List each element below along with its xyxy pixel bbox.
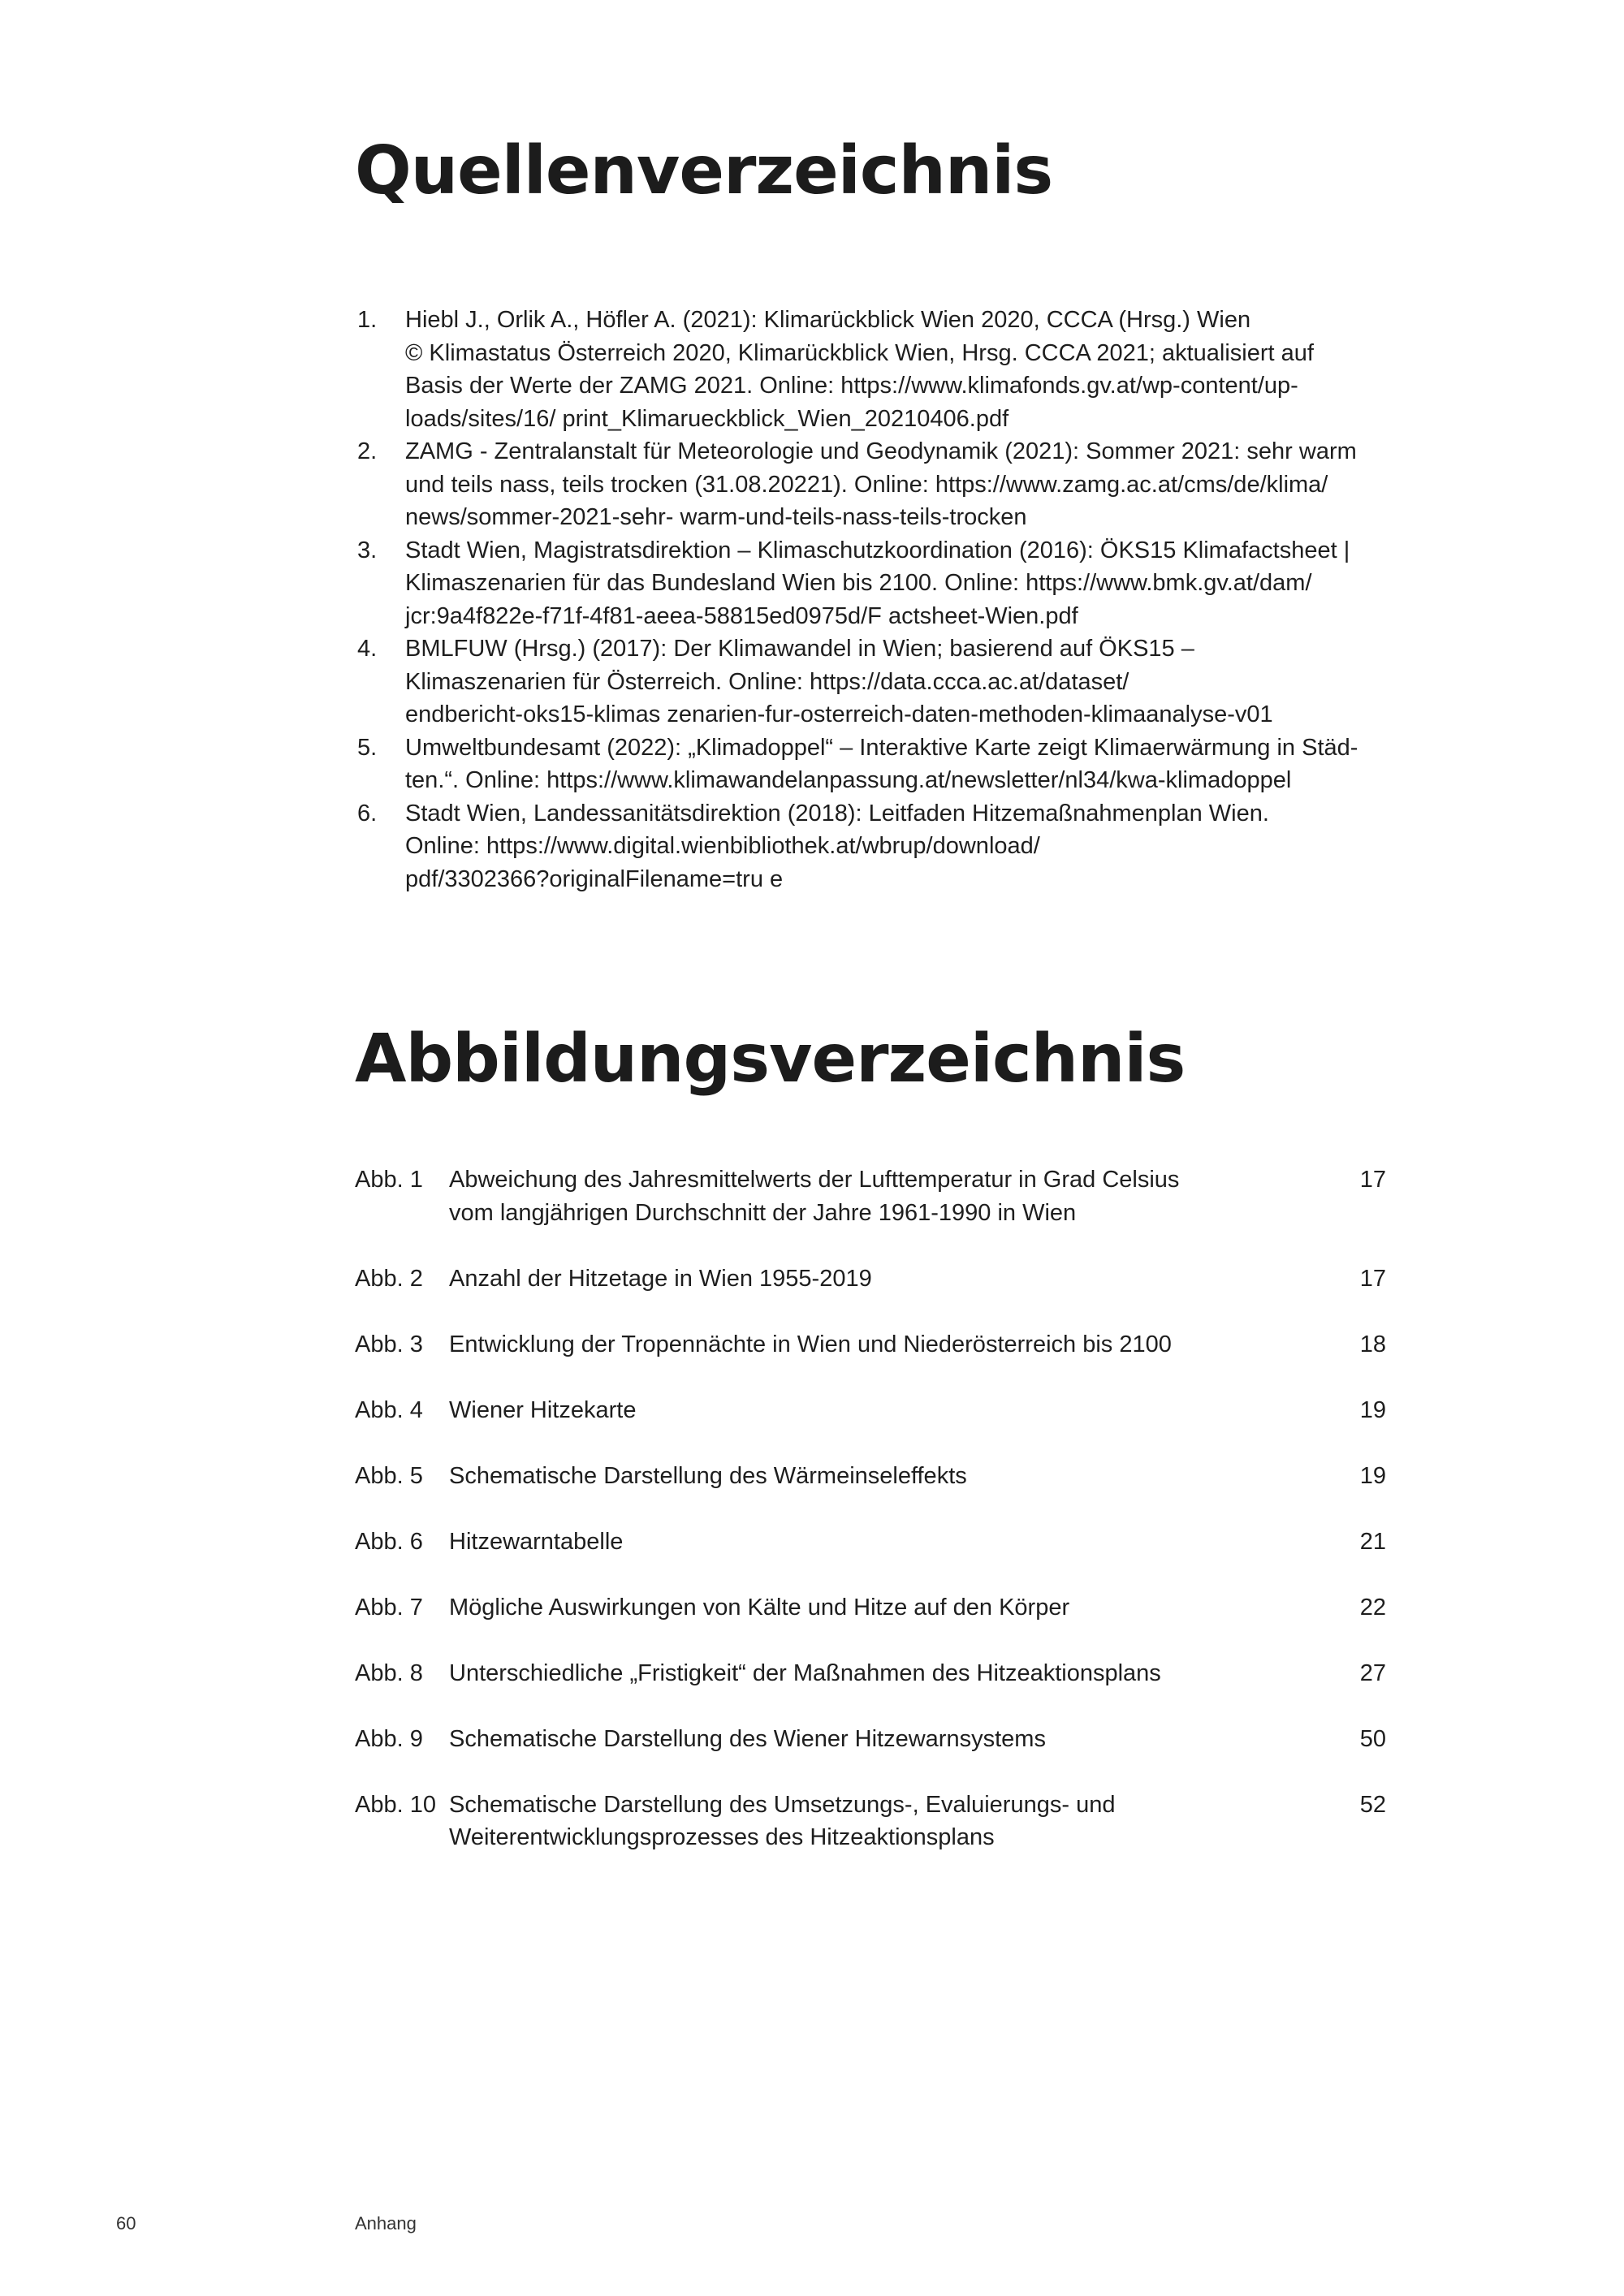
figure-label: Abb. 6 <box>355 1528 423 1555</box>
figure-caption <box>449 1328 1261 1362</box>
source-number: 3. <box>357 537 378 563</box>
figure-page-number: 17 <box>1359 1265 1386 1292</box>
source-text-line: Stadt Wien, Landessanitätsdirektion (2018): Leitfaden Hitzemaßnahmenplan Wien. <box>405 800 1269 826</box>
figure-page-number: 18 <box>1359 1331 1386 1357</box>
footer-section-label: Anhang <box>355 2213 417 2233</box>
figure-page-number: 17 <box>1359 1167 1386 1193</box>
source-item <box>357 534 1405 633</box>
figure-entry <box>355 1460 1394 1493</box>
source-number: 5. <box>357 734 378 761</box>
figure-entry <box>355 1789 1394 1854</box>
source-text-line: Klimaszenarien für das Bundesland Wien bis 2100. Online: https://www.bmk.gv.at/dam/ <box>405 570 1312 596</box>
figure-label: Abb. 8 <box>355 1659 423 1686</box>
source-number: 6. <box>357 800 378 826</box>
source-text-line: Umweltbundesamt (2022): „Klimadoppel“ – Interaktive Karte zeigt Klimaerwärmung in Städ- <box>405 734 1358 761</box>
source-text-line: endbericht-oks15-klimas zenarien-fur-osterreich-daten-methoden-klimaanalyse-v01 <box>405 701 1273 727</box>
sources-list <box>357 304 1405 896</box>
figure-page-number: 21 <box>1359 1528 1386 1555</box>
figure-entry <box>355 1657 1394 1690</box>
figure-caption-line: Schematische Darstellung des Umsetzungs-, Evaluierungs- und <box>449 1791 1116 1818</box>
figure-caption-line: Hitzewarntabelle <box>449 1528 624 1555</box>
figure-caption-line: Weiterentwicklungsprozesses des Hitzeaktionsplans <box>449 1824 995 1850</box>
figure-caption <box>449 1789 1261 1854</box>
source-text-line: Basis der Werte der ZAMG 2021. Online: https://www.klimafonds.gv.at/wp-content/up- <box>405 373 1298 399</box>
figure-caption-line: Schematische Darstellung des Wärmeinseleffekts <box>449 1462 967 1489</box>
figure-caption <box>449 1262 1261 1296</box>
figure-entry <box>355 1262 1394 1296</box>
figure-label: Abb. 1 <box>355 1167 423 1193</box>
figure-label: Abb. 9 <box>355 1725 423 1752</box>
figure-page-number: 27 <box>1359 1659 1386 1686</box>
sources-heading: Quellenverzeichnis <box>355 132 1053 209</box>
figure-page-number: 19 <box>1359 1462 1386 1489</box>
source-text-line: pdf/3302366?originalFilename=tru e <box>405 865 784 892</box>
figure-caption <box>449 1591 1261 1625</box>
figure-label: Abb. 4 <box>355 1396 423 1423</box>
figure-label: Abb. 3 <box>355 1331 423 1357</box>
source-number: 2. <box>357 438 378 464</box>
source-text-line: © Klimastatus Österreich 2020, Klimarückblick Wien, Hrsg. CCCA 2021; aktualisiert auf <box>405 339 1314 366</box>
source-text-line: jcr:9a4f822e-f71f-4f81-aeea-58815ed0975d/F actsheet-Wien.pdf <box>405 602 1078 629</box>
figure-entry <box>355 1723 1394 1756</box>
figures-list <box>355 1163 1394 1887</box>
source-item <box>357 732 1405 797</box>
source-item <box>357 797 1405 896</box>
source-text-line: BMLFUW (Hrsg.) (2017): Der Klimawandel in Wien; basierend auf ÖKS15 – <box>405 636 1194 662</box>
source-text-line: ten.“. Online: https://www.klimawandelanpassung.at/newsletter/nl34/kwa-klimadoppel <box>405 767 1292 793</box>
figure-caption-line: Abweichung des Jahresmittelwerts der Lufttemperatur in Grad Celsius <box>449 1167 1180 1193</box>
figure-entry <box>355 1328 1394 1362</box>
figure-caption-line: Anzahl der Hitzetage in Wien 1955-2019 <box>449 1265 872 1292</box>
source-text-line: und teils nass, teils trocken (31.08.20221). Online: https://www.zamg.ac.at/cms/de/klima/ <box>405 471 1328 498</box>
figure-page-number: 19 <box>1359 1396 1386 1423</box>
figure-page-number: 50 <box>1359 1725 1386 1752</box>
figure-page-number: 22 <box>1359 1594 1386 1621</box>
source-text-line: Hiebl J., Orlik A., Höfler A. (2021): Klimarückblick Wien 2020, CCCA (Hrsg.) Wien <box>405 307 1251 333</box>
source-text-line: Stadt Wien, Magistratsdirektion – Klimaschutzkoordination (2016): ÖKS15 Klimafactsheet | <box>405 537 1350 563</box>
figure-caption-line: vom langjährigen Durchschnitt der Jahre 1961-1990 in Wien <box>449 1199 1077 1226</box>
figure-label: Abb. 7 <box>355 1594 423 1621</box>
page-number: 60 <box>116 2213 136 2233</box>
figure-caption <box>449 1723 1261 1756</box>
source-text-line: news/sommer-2021-sehr- warm-und-teils-nass-teils-trocken <box>405 504 1027 530</box>
source-number: 4. <box>357 636 378 662</box>
figure-caption <box>449 1394 1261 1427</box>
figure-caption-line: Schematische Darstellung des Wiener Hitzewarnsystems <box>449 1725 1046 1752</box>
source-text-line: loads/sites/16/ print_Klimarueckblick_Wien_20210406.pdf <box>405 405 1009 432</box>
figure-caption-line: Entwicklung der Tropennächte in Wien und Niederösterreich bis 2100 <box>449 1331 1172 1357</box>
figure-caption <box>449 1163 1261 1229</box>
figure-label: Abb. 5 <box>355 1462 423 1489</box>
figure-entry <box>355 1394 1394 1427</box>
figure-caption-line: Wiener Hitzekarte <box>449 1396 637 1423</box>
figures-heading: Abbildungsverzeichnis <box>355 1021 1186 1098</box>
source-text-line: Online: https://www.digital.wienbibliothek.at/wbrup/download/ <box>405 833 1040 859</box>
source-text-line: Klimaszenarien für Österreich. Online: https://data.ccca.ac.at/dataset/ <box>405 668 1129 695</box>
figure-page-number: 52 <box>1359 1791 1386 1818</box>
figure-entry <box>355 1163 1394 1229</box>
figure-label: Abb. 2 <box>355 1265 423 1292</box>
source-number: 1. <box>357 307 378 333</box>
figure-entry <box>355 1591 1394 1625</box>
source-text-line: ZAMG - Zentralanstalt für Meteorologie und Geodynamik (2021): Sommer 2021: sehr warm <box>405 438 1357 464</box>
figure-caption-line: Mögliche Auswirkungen von Kälte und Hitze auf den Körper <box>449 1594 1070 1621</box>
source-item <box>357 304 1405 435</box>
figure-entry <box>355 1526 1394 1559</box>
figure-caption <box>449 1657 1261 1690</box>
source-item <box>357 632 1405 732</box>
figure-label: Abb. 10 <box>355 1791 436 1818</box>
source-item <box>357 435 1405 534</box>
figure-caption <box>449 1460 1261 1493</box>
figure-caption-line: Unterschiedliche „Fristigkeit“ der Maßnahmen des Hitzeaktionsplans <box>449 1659 1161 1686</box>
figure-caption <box>449 1526 1261 1559</box>
